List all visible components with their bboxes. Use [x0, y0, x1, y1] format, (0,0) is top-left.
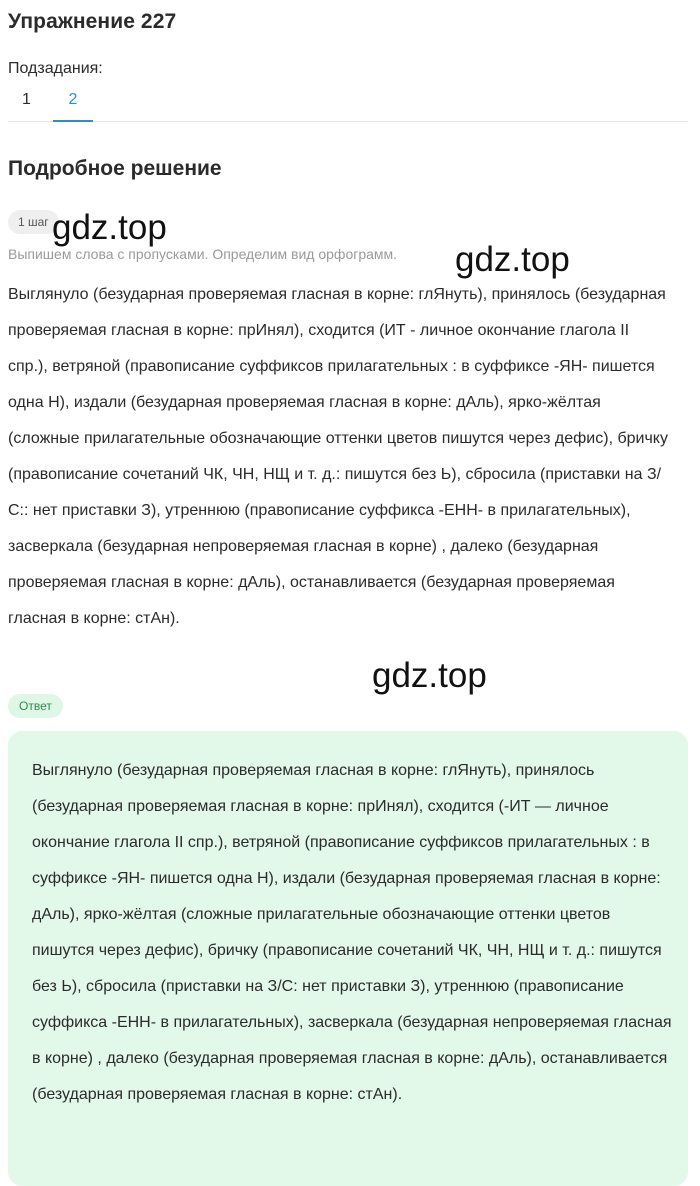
step-badge: 1 шаг: [8, 210, 59, 234]
answer-text: Выглянуло (безударная проверяемая гласная в корне: глЯнуть), принялось (безударная проверяемая гласная в корне: прИнял), сходится (-ИТ — личное окончание глагола II спр.), ветряной (правописание суффиксов прилагательных : в суффиксе -ЯН- пишется одна Н), издали (безударная проверяемая гласная в корне: дАль), ярко-жёлтая (сложные прилагательные обозначающие оттенки цветов пишутся через дефис), бричку (правописание сочетаний ЧК, ЧН, НЩ и т. д.: пишутся без Ь), сбросила (приставки на З/С: нет приставки З), утреннюю (правописание суффикса -ЕНН- в прилагательных), засверкала (безударная непроверяемая гласная в корне) , далеко (безударная проверяемая гласная в корне: дАль), останавливается (безударная проверяемая гласная в корне: стАн).: [32, 762, 672, 1103]
solution-text: Выглянуло (безударная проверяемая гласная в корне: глЯнуть), принялось (безударная проверяемая гласная в корне: прИнял), сходится (ИТ - личное окончание глагола II спр.), ветряной (правописание суффиксов прилагательных : в суффиксе -ЯН- пишется одна Н), издали (безударная проверяемая гласная в корне: дАль), ярко-жёлтая (сложные прилагательные обозначающие оттенки цветов пишутся через дефис), бричку (правописание сочетаний ЧК, ЧН, НЩ и т. д.: пишутся без Ь), сбросила (приставки на З/С:: нет приставки З), утреннюю (правописание суффикса -ЕНН- в прилагательных), засверкала (безударная непроверяемая гласная в корне) , далеко (безударная проверяемая гласная в корне: дАль), останавливается (безударная проверяемая гласная в корне: стАн).: [8, 286, 668, 627]
watermark: gdz.top: [372, 656, 487, 695]
watermark: gdz.top: [455, 240, 570, 279]
page-title: Упражнение 227: [8, 10, 177, 33]
tab-subtask-2[interactable]: 2: [53, 86, 93, 122]
solution-title: Подробное решение: [8, 157, 222, 180]
subtask-tabs: [8, 86, 688, 122]
solution-hint: Выпишем слова с пропусками. Определим вид орфограмм.: [8, 246, 398, 262]
answer-box: [8, 731, 688, 1186]
subtasks-label: Подзадания:: [8, 60, 103, 77]
tab-subtask-1[interactable]: 1: [22, 91, 31, 108]
answer-badge: Ответ: [8, 694, 63, 718]
watermark: gdz.top: [52, 208, 167, 247]
